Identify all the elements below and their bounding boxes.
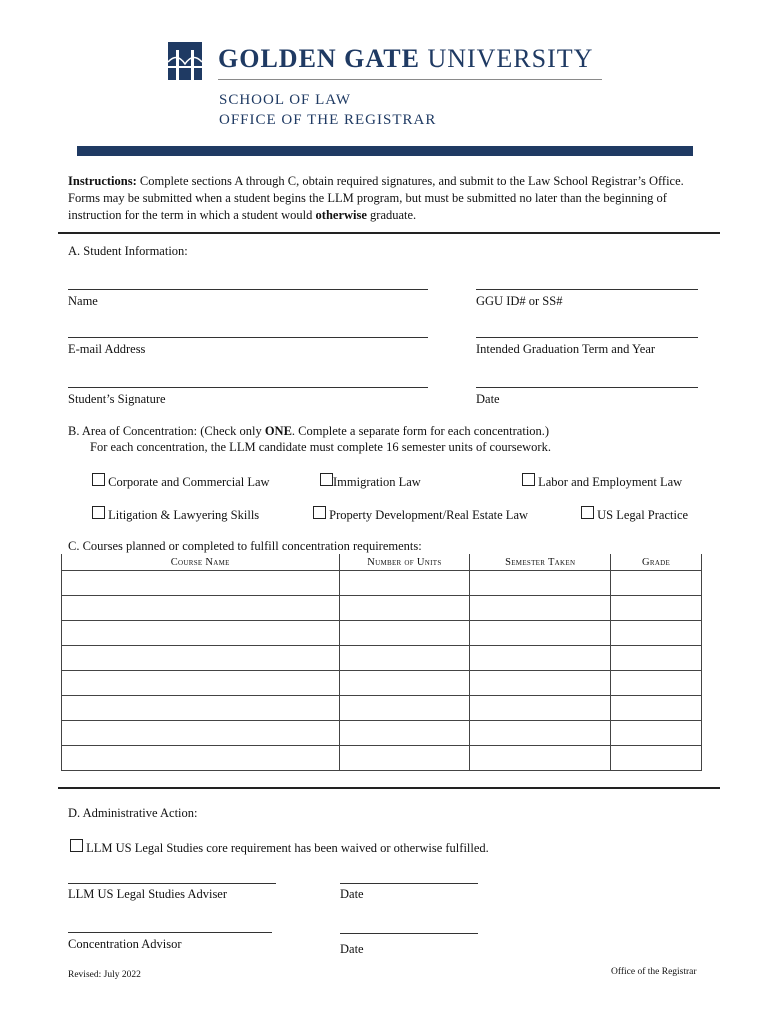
adviser-signature-input[interactable] xyxy=(68,883,276,884)
university-name xyxy=(218,44,593,74)
adviser-date-input[interactable] xyxy=(340,883,478,884)
divider-d xyxy=(58,787,720,789)
table-cell[interactable] xyxy=(470,571,611,596)
option-us-legal[interactable] xyxy=(581,506,688,523)
email-label: E-mail Address xyxy=(68,342,146,356)
instructions-text-2: graduate. xyxy=(370,208,417,222)
waiver-option[interactable] xyxy=(70,839,489,856)
option-immigration[interactable] xyxy=(320,473,421,490)
section-b-heading-bold: ONE xyxy=(264,424,292,438)
advisor-signature-input[interactable] xyxy=(68,932,272,933)
checkbox-corporate[interactable] xyxy=(92,473,105,486)
name-input[interactable] xyxy=(68,289,428,290)
adviser-date-label: Date xyxy=(340,887,364,901)
grad-term-label: Intended Graduation Term and Year xyxy=(476,342,656,356)
table-cell[interactable] xyxy=(62,596,340,621)
footer-office: Office of the Registrar xyxy=(611,967,697,977)
section-b-heading-1: B. Area of Concentration: (Check only xyxy=(68,424,262,438)
section-b-heading xyxy=(68,424,549,439)
section-b-subtext: For each concentration, the LLM candidate must complete 16 semester units of coursework. xyxy=(90,440,551,454)
table-cell[interactable] xyxy=(62,646,340,671)
table-cell[interactable] xyxy=(611,571,702,596)
option-property-label: Property Development/Real Estate Law xyxy=(329,508,529,522)
instructions-text-1: Complete sections A through C, obtain required signatures, and submit to the Law School Registrar’s Office. Forms may be submitted when a student begins the LLM program, but must be submitted no later than the beginning of instruction for the term in which a student would xyxy=(68,174,684,222)
table-row xyxy=(62,746,702,771)
col-units: Number of Units xyxy=(339,554,470,571)
option-immigration-label: Immigration Law xyxy=(333,475,421,489)
table-cell[interactable] xyxy=(339,596,470,621)
section-c-heading: C. Courses planned or completed to fulfill concentration requirements: xyxy=(68,539,422,553)
advisor-date-label: Date xyxy=(340,942,364,956)
col-course-name: Course Name xyxy=(62,554,340,571)
waiver-label: LLM US Legal Studies core requirement has been waived or otherwise fulfilled. xyxy=(86,841,489,855)
school-name: SCHOOL OF LAW xyxy=(219,92,352,108)
table-cell[interactable] xyxy=(339,571,470,596)
courses-table xyxy=(61,554,702,771)
table-cell[interactable] xyxy=(339,646,470,671)
table-cell[interactable] xyxy=(339,696,470,721)
divider-a xyxy=(58,232,720,234)
option-us-legal-label: US Legal Practice xyxy=(597,508,689,522)
ggu-id-label: GGU ID# or SS# xyxy=(476,294,563,308)
col-grade: Grade xyxy=(611,554,702,571)
table-row xyxy=(62,646,702,671)
signature-date-input[interactable] xyxy=(476,387,698,388)
table-cell[interactable] xyxy=(611,621,702,646)
checkbox-property[interactable] xyxy=(313,506,326,519)
checkbox-immigration[interactable] xyxy=(320,473,333,486)
checkbox-waiver[interactable] xyxy=(70,839,83,852)
table-cell[interactable] xyxy=(62,746,340,771)
university-name-rest: UNIVERSITY xyxy=(427,44,594,73)
section-b-heading-2: . Complete a separate form for each concentration.) xyxy=(291,424,550,438)
table-cell[interactable] xyxy=(62,721,340,746)
option-labor-label: Labor and Employment Law xyxy=(538,475,683,489)
table-cell[interactable] xyxy=(611,596,702,621)
checkbox-us-legal[interactable] xyxy=(581,506,594,519)
checkbox-labor[interactable] xyxy=(522,473,535,486)
table-cell[interactable] xyxy=(470,596,611,621)
ggu-id-input[interactable] xyxy=(476,289,698,290)
table-row xyxy=(62,571,702,596)
table-cell[interactable] xyxy=(470,746,611,771)
option-corporate-label: Corporate and Commercial Law xyxy=(108,475,270,489)
option-litigation[interactable] xyxy=(92,506,259,523)
university-logo-icon xyxy=(168,42,202,80)
table-cell[interactable] xyxy=(470,671,611,696)
header-bar xyxy=(77,146,693,156)
checkbox-litigation[interactable] xyxy=(92,506,105,519)
university-name-bold: GOLDEN GATE xyxy=(218,44,420,73)
advisor-date-input[interactable] xyxy=(340,933,478,934)
table-cell[interactable] xyxy=(62,671,340,696)
table-cell[interactable] xyxy=(611,721,702,746)
grad-term-input[interactable] xyxy=(476,337,698,338)
table-cell[interactable] xyxy=(470,621,611,646)
table-row xyxy=(62,696,702,721)
table-row xyxy=(62,621,702,646)
table-cell[interactable] xyxy=(339,671,470,696)
table-cell[interactable] xyxy=(611,646,702,671)
advisor-label: Concentration Advisor xyxy=(68,937,182,951)
option-labor[interactable] xyxy=(522,473,682,490)
name-label: Name xyxy=(68,294,98,308)
signature-label: Student’s Signature xyxy=(68,392,166,406)
email-input[interactable] xyxy=(68,337,428,338)
instructions-label: Instructions: xyxy=(68,174,137,188)
table-row xyxy=(62,721,702,746)
option-corporate[interactable] xyxy=(92,473,270,490)
col-semester: Semester Taken xyxy=(470,554,611,571)
table-cell[interactable] xyxy=(611,671,702,696)
courses-header-row xyxy=(62,554,702,571)
office-name: OFFICE OF THE REGISTRAR xyxy=(219,112,437,128)
table-cell[interactable] xyxy=(611,696,702,721)
instructions xyxy=(68,173,700,224)
table-cell[interactable] xyxy=(470,721,611,746)
option-property[interactable] xyxy=(313,506,528,523)
table-cell[interactable] xyxy=(339,721,470,746)
option-litigation-label: Litigation & Lawyering Skills xyxy=(108,508,260,522)
table-cell[interactable] xyxy=(62,571,340,596)
logo-divider xyxy=(218,79,602,80)
table-cell[interactable] xyxy=(611,746,702,771)
instructions-emphasis: otherwise xyxy=(315,208,367,222)
signature-input[interactable] xyxy=(68,387,428,388)
table-cell[interactable] xyxy=(62,696,340,721)
table-cell[interactable] xyxy=(470,646,611,671)
signature-date-label: Date xyxy=(476,392,500,406)
table-cell[interactable] xyxy=(339,746,470,771)
section-a-heading: A. Student Information: xyxy=(68,244,188,258)
table-cell[interactable] xyxy=(470,696,611,721)
adviser-label: LLM US Legal Studies Adviser xyxy=(68,887,228,901)
table-cell[interactable] xyxy=(339,621,470,646)
table-row xyxy=(62,671,702,696)
revised-date: Revised: July 2022 xyxy=(68,970,141,980)
section-d-heading: D. Administrative Action: xyxy=(68,806,198,820)
table-cell[interactable] xyxy=(62,621,340,646)
table-row xyxy=(62,596,702,621)
